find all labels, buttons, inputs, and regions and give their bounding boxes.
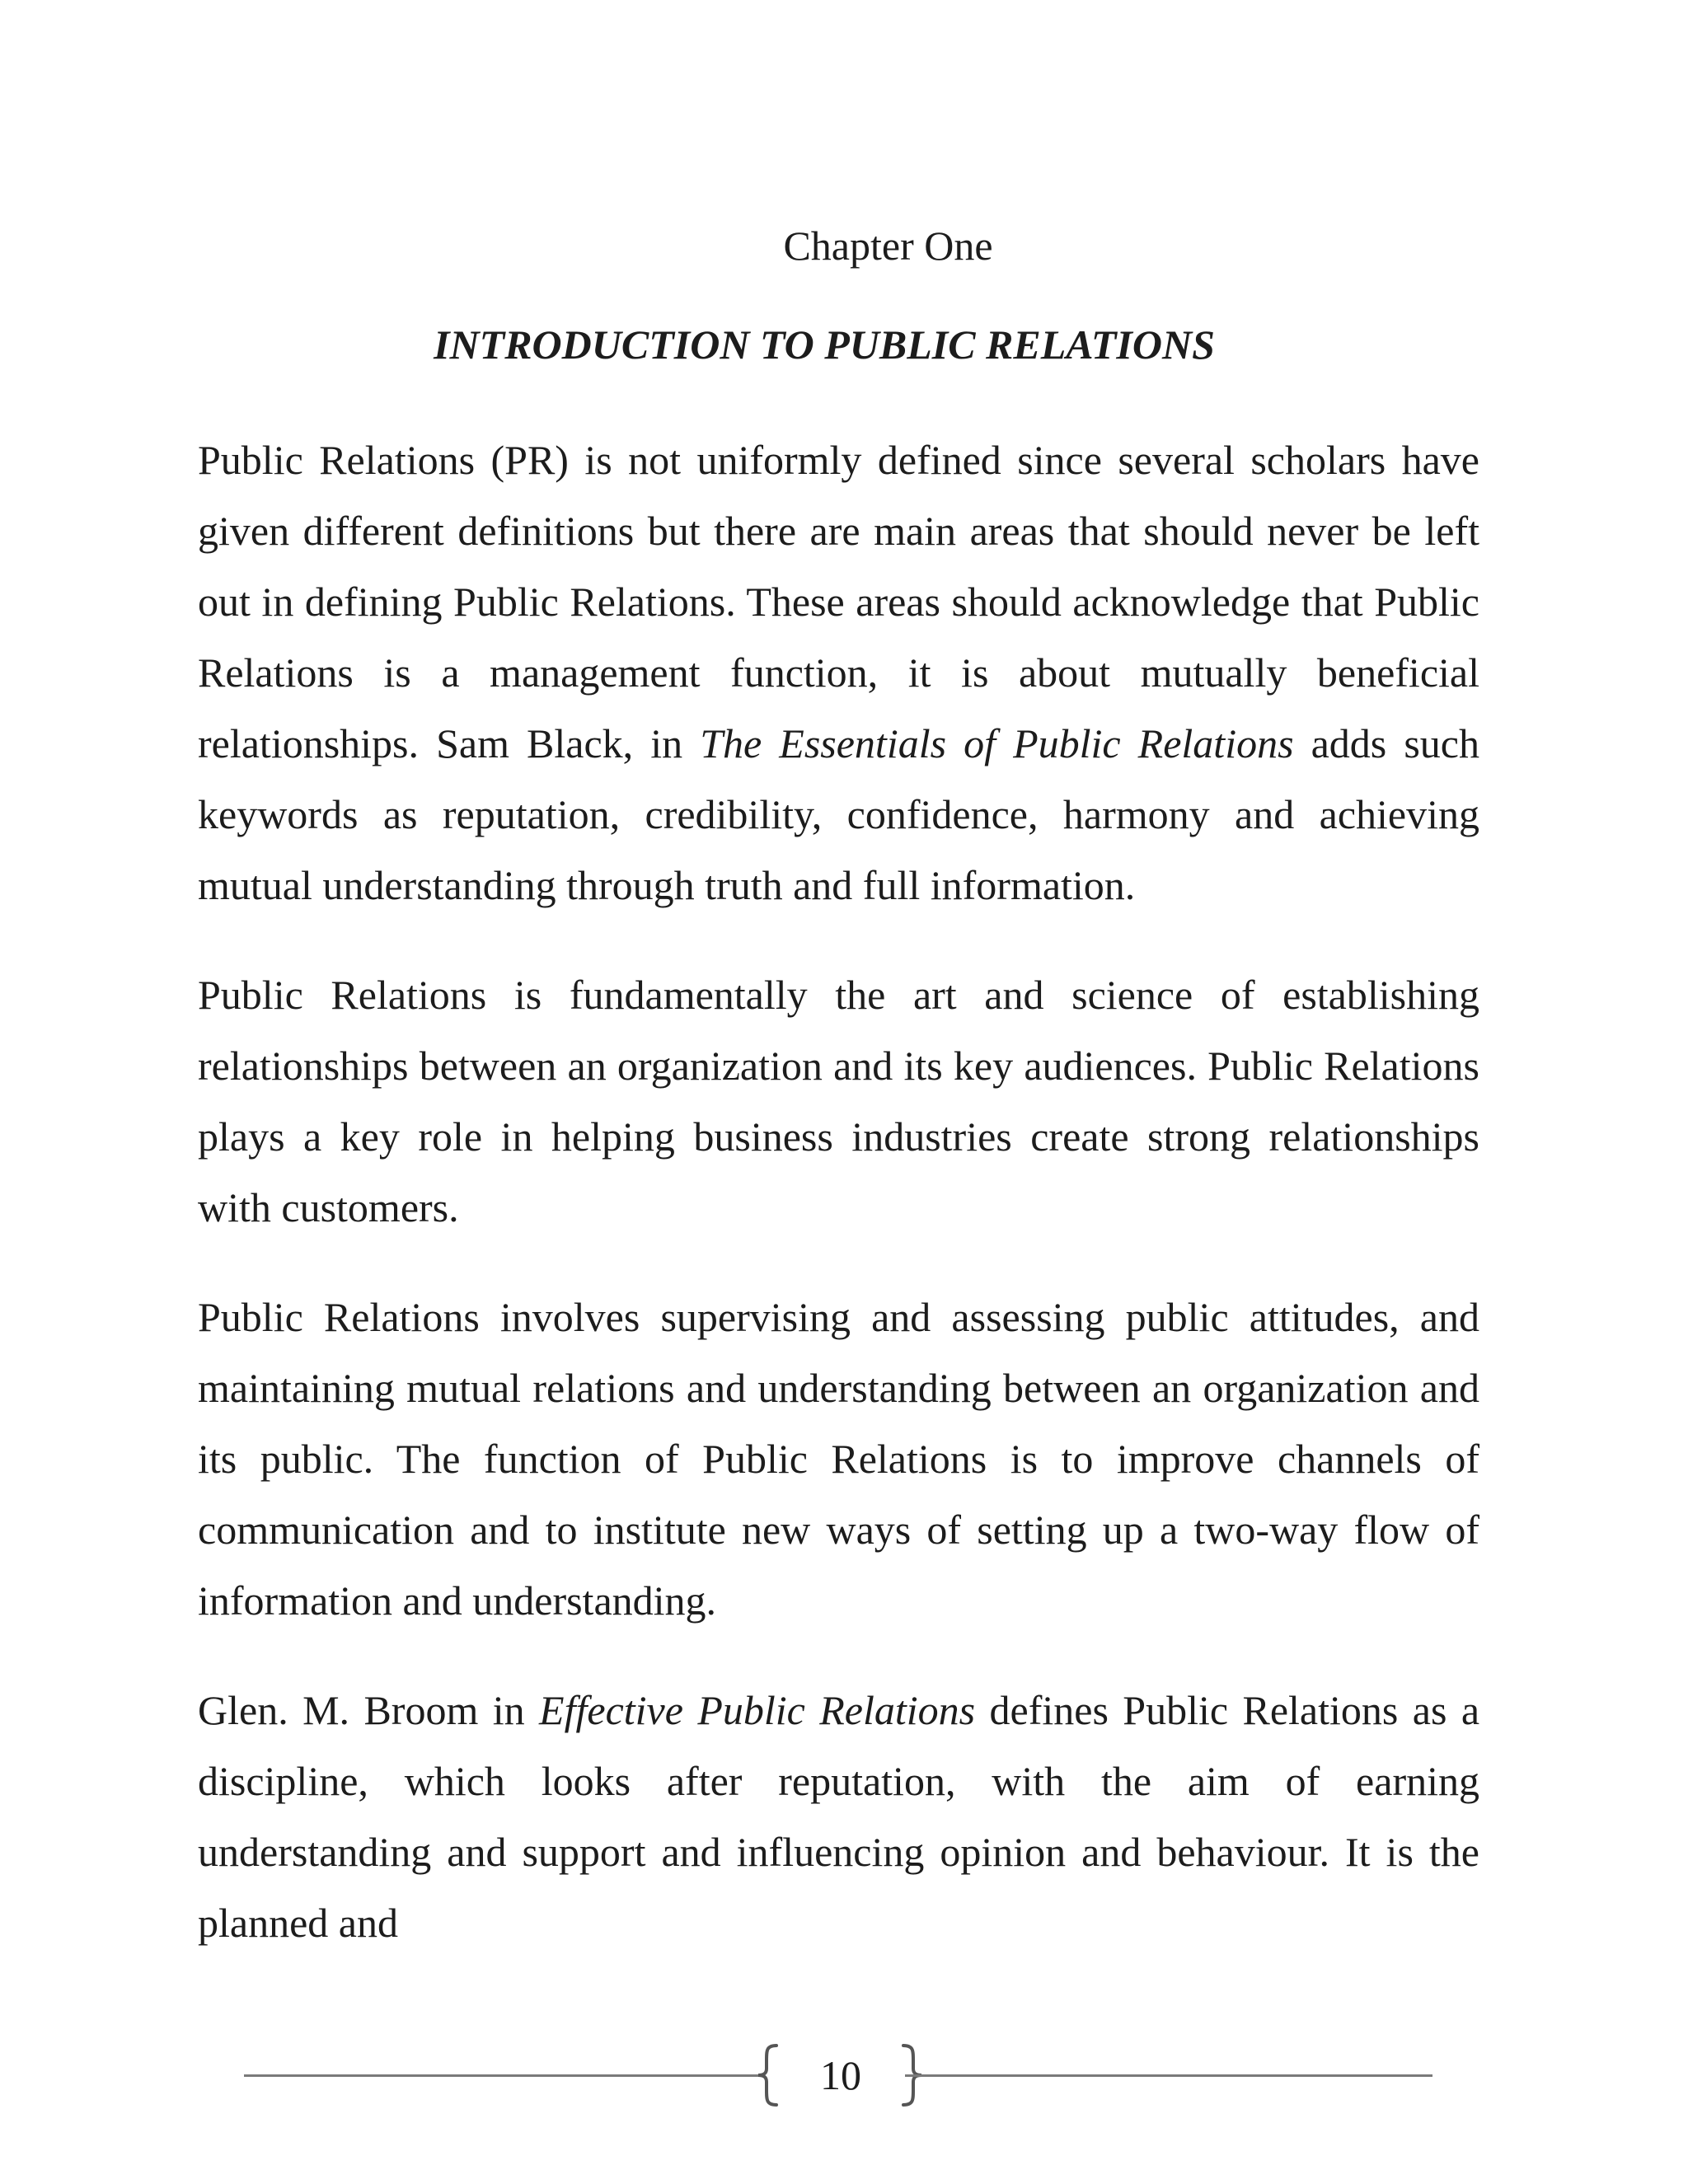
paragraph-2: Public Relations is fundamentally the art and science of establishing relationships between an organization and its key audiences. Public Relations plays a key role in helping business industries create strong relationships with customers. [198,972,1479,1230]
body-text [198,424,1479,1997]
left-brace-icon [752,2042,785,2108]
page-footer [0,2034,1688,2116]
book-title-essentials-of-public-relations: The Essentials of Public Relations [700,720,1294,766]
paragraph-4-text-before: Glen. M. Broom in [198,1687,540,1733]
book-title-effective-public-relations: Effective Public Relations [539,1687,976,1733]
footer-rule-right [905,2074,1432,2077]
paragraph-4 [198,1675,1479,1958]
page-number: 10 [820,2052,861,2098]
footer-rule-left [244,2074,759,2077]
paragraph-3: Public Relations involves supervising and assessing public attitudes, and maintaining mutual relations and understanding between an organization and its public. The function of Public Relations is to improve channels of communication and to institute new ways of setting up a two-way flow of information and understanding. [198,1294,1479,1624]
paragraph-1 [198,424,1479,921]
paragraph-1-text-before: Public Relations (PR) is not uniformly defined since several scholars have given different definitions but there are main areas that should never be left out in defining Public Relations. These areas should acknowledge that Public Relations is a management function, it is about mutually beneficial relationships. Sam Black, in [198,437,1479,766]
chapter-title: INTRODUCTION TO PUBLIC RELATIONS [434,321,1215,368]
chapter-label: Chapter One [783,223,993,269]
paragraph-1-text-after: adds such keywords as reputation, credibility, confidence, harmony and achieving mutual understanding through truth and full information. [198,720,1479,908]
paragraph-4-text-after: defines Public Relations as a discipline, which looks after reputation, with the aim of earning understanding and support and influencing opinion and behaviour. It is the planned and [198,1687,1480,1946]
